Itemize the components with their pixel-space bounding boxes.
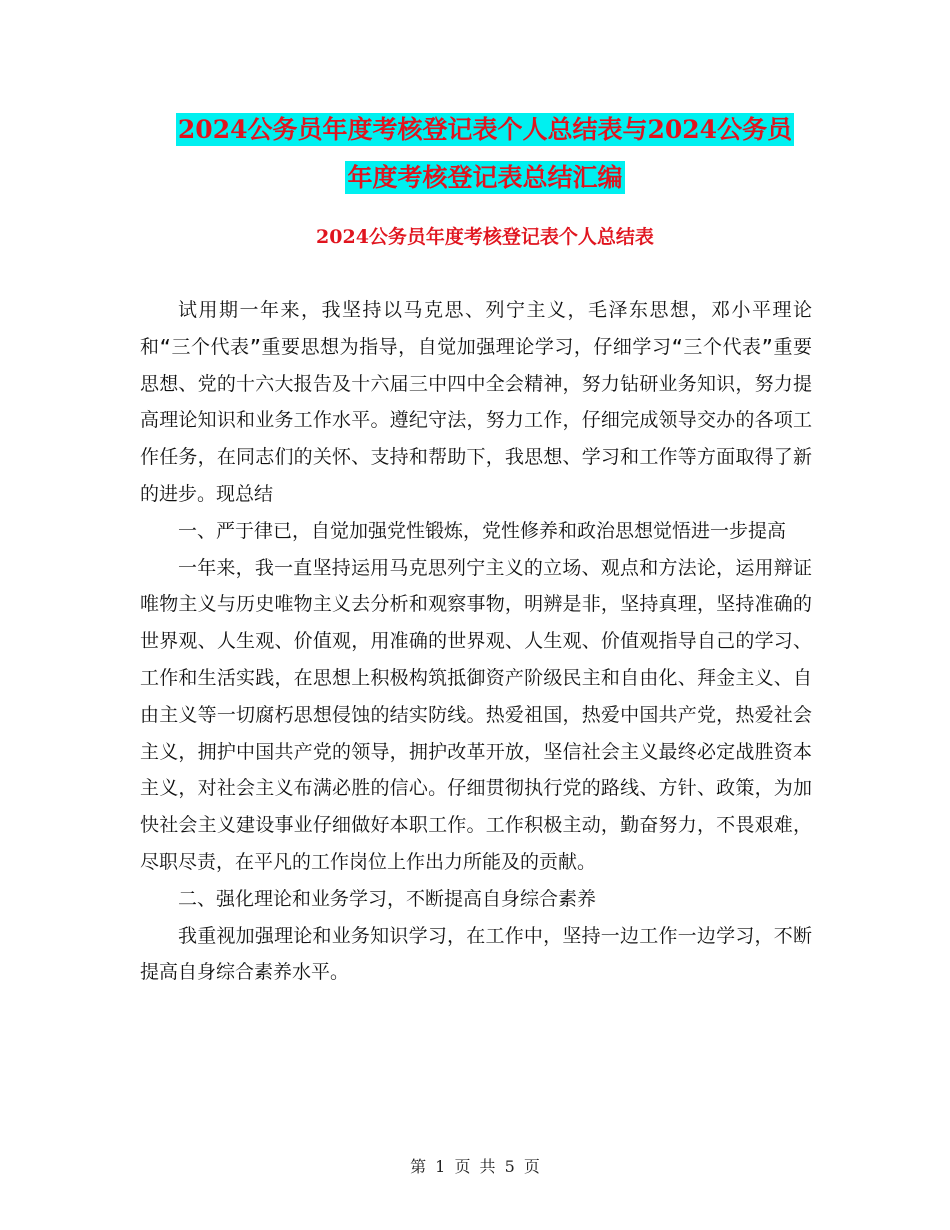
paragraph-section-1: 一年来，我一直坚持运用马克思列宁主义的立场、观点和方法论，运用辩证唯物主义与历史唯物主义去分析和观察事物，明辨是非，坚持真理，坚持准确的世界观、人生观、价值观，用准确的世界观、人生观、价值观指导自己的学习、工作和生活实践，在思想上积极构筑抵御资产阶级民主和自由化、拜金主义、自由主义等一切腐朽思想侵蚀的结实防线。热爱祖国，热爱中国共产党，热爱社会主义，拥护中国共产党的领导，拥护改革开放，坚信社会主义最终必定战胜资本主义，对社会主义布满必胜的信心。仔细贯彻执行党的路线、方针、政策，为加快社会主义建设事业仔细做好本职工作。工作积极主动，勤奋努力，不畏艰难，尽职尽责，在平凡的工作岗位上作出力所能及的贡献。 bbox=[140, 556, 812, 873]
page-footer: 第 1 页 共 5 页 bbox=[410, 1157, 540, 1176]
heading-section-2: 二、强化理论和业务学习，不断提高自身综合素养 bbox=[178, 887, 597, 910]
title-line-2: 年度考核登记表总结汇编 bbox=[347, 163, 623, 192]
paragraph-section-2: 我重视加强理论和业务知识学习，在工作中，坚持一边工作一边学习，不断提高自身综合素养水平。 bbox=[140, 924, 812, 984]
title-line-1: 2024公务员年度考核登记表个人总结表与2024公务员 bbox=[177, 115, 793, 144]
section-title: 2024公务员年度考核登记表个人总结表 bbox=[316, 226, 654, 248]
document-title bbox=[140, 106, 830, 202]
paragraph-intro: 试用期一年来，我坚持以马克思、列宁主义，毛泽东思想，邓小平理论和“三个代表”重要思想为指导，自觉加强理论学习，仔细学习“三个代表”重要思想、党的十六大报告及十六届三中四中全会精神，努力钻研业务知识，努力提高理论知识和业务工作水平。遵纪守法，努力工作，仔细完成领导交办的各项工作任务，在同志们的关怀、支持和帮助下，我思想、学习和工作等方面取得了新的进步。现总结 bbox=[140, 299, 812, 505]
body-text bbox=[140, 292, 812, 991]
heading-section-1: 一、严于律已，自觉加强党性锻炼，党性修养和政治思想觉悟进一步提高 bbox=[178, 519, 787, 542]
